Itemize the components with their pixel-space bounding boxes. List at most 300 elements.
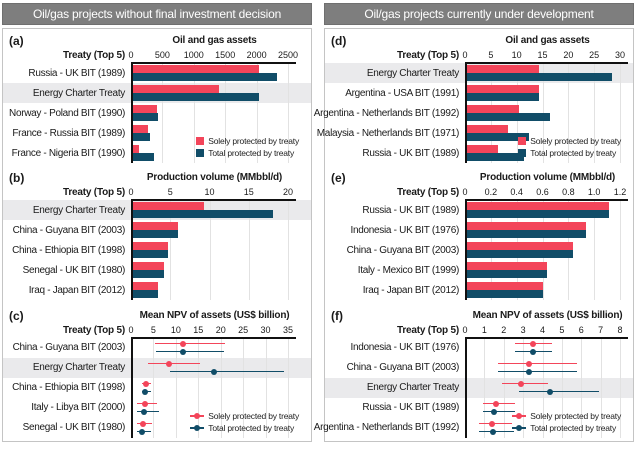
treaty-name-text: China - Ethiopia BIT (1998)	[12, 382, 125, 394]
treaty-name-text: China - Guyana BIT (2003)	[346, 362, 459, 374]
treaty-name-text: Energy Charter Treaty	[32, 362, 125, 374]
legend-swatch-total-icon	[518, 149, 526, 157]
range-total	[137, 411, 159, 413]
treaty-name-text: Russia - UK BIT (1989)	[362, 147, 459, 159]
point-total	[211, 369, 217, 375]
bar-total	[467, 230, 586, 238]
column-panels-right	[313, 28, 634, 442]
bar-solely	[467, 242, 573, 250]
bar-solely	[133, 105, 157, 113]
bar-zone	[131, 220, 311, 240]
treaty-name	[313, 418, 465, 438]
treaty-top5-label: Treaty (Top 5)	[396, 187, 459, 199]
bar-total	[133, 270, 164, 278]
bar-zone	[131, 200, 311, 220]
treaty-name	[3, 338, 131, 358]
point-solely	[530, 341, 536, 347]
point-solely	[489, 421, 495, 427]
axis-header-row	[325, 324, 633, 337]
treaty-name	[3, 123, 131, 143]
column-panels-left	[2, 28, 312, 442]
legend-label-total: Total protected by treaty	[530, 148, 616, 158]
treaty-name	[3, 63, 131, 83]
range-solely	[479, 423, 512, 425]
treaty-name-text: Russia - UK BIT (1989)	[362, 402, 459, 414]
bar-total	[133, 113, 158, 121]
range-total	[170, 371, 284, 373]
treaty-name	[316, 123, 465, 143]
panel-head	[3, 171, 311, 186]
point-total	[491, 409, 497, 415]
treaty-name-text: Energy Charter Treaty	[366, 382, 459, 394]
point-solely	[180, 341, 186, 347]
bar-solely	[133, 85, 219, 93]
bar-total	[133, 153, 154, 161]
bar-zone	[465, 63, 633, 83]
bar-solely	[467, 202, 609, 210]
bar-total	[133, 93, 259, 101]
treaty-row	[325, 358, 633, 378]
treaty-name-text: Russia - UK BIT (1989)	[28, 67, 125, 79]
bar-total	[467, 93, 539, 101]
range-total	[519, 391, 598, 393]
tick-label: 4	[539, 324, 546, 335]
bar-total	[133, 133, 150, 141]
treaty-name-text: Energy Charter Treaty	[32, 87, 125, 99]
treaty-name-text: Indonesia - UK BIT (1976)	[350, 342, 459, 354]
tick-label: 10	[170, 324, 181, 335]
axis-header-row	[325, 49, 633, 62]
panel-title: Mean NPV of assets (US$ billion)	[472, 309, 623, 321]
treaty-top5-label: Treaty (Top 5)	[62, 324, 125, 336]
axis-header-row	[3, 49, 311, 62]
tick-label: 500	[154, 50, 170, 60]
treaty-name-text: Energy Charter Treaty	[32, 204, 125, 216]
treaty-row	[3, 378, 311, 398]
bar-total	[467, 113, 550, 121]
plot-area	[325, 200, 633, 300]
treaty-name	[325, 260, 465, 280]
legend-swatch-total-icon	[196, 149, 204, 157]
treaty-name	[3, 200, 131, 220]
tick-label: 25	[238, 324, 249, 335]
treaty-name	[3, 358, 131, 378]
highlight-row	[325, 63, 633, 83]
bar-total	[133, 73, 277, 81]
tick-label: 10	[204, 187, 215, 198]
treaty-top5-label: Treaty (Top 5)	[396, 50, 459, 61]
treaty-name-text: Malaysia - Netherlands BIT (1971)	[316, 127, 459, 139]
bar-zone	[131, 280, 311, 300]
treaty-name	[325, 280, 465, 300]
tick-label: 1.2	[613, 187, 627, 198]
treaty-name-text: France - Russia BIT (1989)	[12, 127, 125, 139]
treaty-name-text: China - Guyana BIT (2003)	[12, 342, 125, 354]
treaty-name-text: China - Guyana BIT (2003)	[12, 224, 125, 236]
bar-total	[467, 73, 612, 81]
legend-swatch-solely-icon	[518, 137, 526, 145]
bar-zone	[465, 220, 633, 240]
tick-labels	[128, 324, 294, 336]
legend-label-total: Total protected by treaty	[530, 422, 616, 433]
column-header-right: Oil/gas projects currently under development	[324, 3, 634, 25]
point-solely	[143, 381, 149, 387]
legend-item-total	[196, 148, 299, 158]
treaty-row	[325, 220, 633, 240]
treaty-name	[325, 63, 465, 83]
bar-zone	[465, 103, 633, 123]
treaty-row	[325, 280, 633, 300]
treaty-name	[325, 378, 465, 398]
bar-solely	[467, 145, 498, 153]
tick-label: 5	[559, 324, 565, 335]
tick-label: 10	[511, 50, 522, 60]
treaty-name	[325, 338, 465, 358]
bar-zone	[465, 358, 633, 378]
panel-title: Production volume (MMbbl/d)	[146, 172, 283, 184]
treaty-row	[3, 220, 311, 240]
bar-solely	[133, 262, 164, 270]
panel-label: (f)	[331, 308, 343, 323]
point-solely	[518, 381, 524, 387]
plot-area	[3, 338, 311, 438]
highlight-row	[325, 378, 633, 398]
treaty-name-text: Senegal - UK BIT (1980)	[22, 422, 125, 434]
panel-label: (b)	[9, 171, 25, 186]
point-total	[490, 429, 496, 435]
bar-zone	[131, 358, 311, 378]
range-total	[479, 431, 514, 433]
legend-label-solely: Solely protected by treaty	[530, 410, 621, 421]
treaty-row	[325, 83, 633, 103]
panel-label: (a)	[9, 34, 24, 48]
point-total	[526, 369, 532, 375]
tick-label: 0	[128, 187, 134, 198]
tick-label: 1500	[215, 50, 236, 60]
tick-label: 2000	[246, 50, 267, 60]
treaty-name	[313, 103, 465, 123]
highlight-row	[3, 358, 311, 378]
treaty-name	[3, 418, 131, 438]
bar-solely	[133, 125, 148, 133]
treaty-top5-label: Treaty (Top 5)	[396, 324, 459, 336]
tick-labels	[128, 187, 294, 198]
tick-labels	[462, 187, 627, 198]
legend-label-solely: Solely protected by treaty	[208, 136, 299, 146]
tick-label: 20	[215, 324, 226, 335]
bar-total	[467, 250, 573, 258]
legend-dot-total-icon	[516, 425, 522, 431]
bar-zone	[131, 103, 311, 123]
treaty-top5-label: Treaty (Top 5)	[62, 50, 125, 61]
treaty-name-text: Iraq - Japan BIT (2012)	[28, 284, 125, 296]
column-right	[313, 3, 634, 442]
panel-title: Oil and gas assets	[172, 35, 257, 46]
tick-label: 0	[128, 50, 134, 60]
legend-label-total: Total protected by treaty	[208, 422, 294, 433]
axis-header-row	[3, 324, 311, 337]
bar-total	[133, 250, 168, 258]
treaty-name	[3, 83, 131, 103]
bar-solely	[467, 65, 539, 73]
treaty-name-text: France - Nigeria BIT (1990)	[11, 147, 125, 159]
bar-zone	[465, 280, 633, 300]
tick-label: 30	[260, 324, 271, 335]
treaty-name	[325, 358, 465, 378]
range-total	[483, 411, 516, 413]
bar-solely	[133, 202, 204, 210]
point-total	[180, 349, 186, 355]
legend-item-total	[190, 423, 299, 433]
treaty-row	[3, 103, 311, 123]
treaty-name	[3, 220, 131, 240]
tick-label: 0.6	[536, 187, 549, 198]
treaty-name	[325, 398, 465, 418]
treaty-row	[325, 200, 633, 220]
point-solely	[493, 401, 499, 407]
bar-solely	[133, 65, 259, 73]
tick-labels	[128, 50, 299, 61]
point-total	[530, 349, 536, 355]
bar-zone	[465, 240, 633, 260]
legend-item-solely	[512, 411, 621, 421]
bar-zone	[131, 338, 311, 358]
tick-label: 1000	[183, 50, 204, 60]
tick-label: 20	[282, 187, 294, 198]
treaty-name-text: China - Guyana BIT (2003)	[346, 244, 459, 256]
point-total	[139, 429, 145, 435]
bar-zone	[465, 338, 633, 358]
highlight-row	[3, 200, 311, 220]
treaty-name	[325, 200, 465, 220]
panel-c	[3, 304, 311, 441]
treaty-row	[325, 260, 633, 280]
bar-zone	[465, 200, 633, 220]
plot-area	[313, 338, 633, 438]
legend	[518, 136, 621, 158]
legend-pointrange-solely-icon	[512, 415, 526, 417]
axis-header-row	[3, 186, 311, 199]
tick-labels	[462, 50, 626, 61]
point-solely	[142, 401, 148, 407]
tick-label: 0	[462, 324, 468, 335]
axis-header-row	[325, 186, 633, 199]
treaty-name	[3, 398, 131, 418]
treaty-row	[3, 260, 311, 280]
treaty-name-text: Italy - Mexico BIT (1999)	[357, 264, 459, 276]
tick-label: 1.0	[587, 187, 601, 198]
tick-label: 30	[614, 50, 626, 60]
panel-title: Oil and gas assets	[505, 35, 590, 46]
panel-f	[313, 304, 633, 441]
bar-total	[133, 290, 158, 298]
bar-total	[467, 270, 547, 278]
legend	[190, 411, 299, 433]
panel-a	[3, 29, 311, 166]
treaty-name	[325, 240, 465, 260]
tick-label: 0.2	[484, 187, 498, 198]
bar-solely	[133, 145, 139, 153]
bar-solely	[467, 282, 543, 290]
panel-head	[325, 171, 633, 186]
panel-label: (e)	[331, 171, 346, 186]
treaty-name-text: Italy - Libya BIT (2000)	[31, 402, 125, 414]
panel-e	[325, 166, 633, 303]
point-total	[141, 409, 147, 415]
bar-solely	[467, 105, 519, 113]
treaty-row	[3, 63, 311, 83]
treaty-name	[3, 103, 131, 123]
treaty-row	[3, 280, 311, 300]
treaty-name	[325, 83, 465, 103]
range-solely	[498, 363, 577, 365]
plot-area	[3, 63, 311, 163]
treaty-name-text: Argentina - Netherlands BIT (1992)	[313, 422, 459, 434]
point-total	[142, 389, 148, 395]
panel-title: Mean NPV of assets (US$ billion)	[139, 309, 290, 321]
plot-area	[3, 200, 311, 300]
legend-item-solely	[196, 136, 299, 146]
range-total	[498, 371, 577, 373]
tick-label: 0	[128, 324, 134, 335]
treaty-row	[313, 103, 633, 123]
treaty-name	[325, 220, 465, 240]
panel-head	[325, 309, 633, 324]
bar-zone	[465, 260, 633, 280]
tick-label: 0.4	[510, 187, 523, 198]
tick-label: 7	[598, 324, 604, 335]
panel-head	[325, 34, 633, 49]
tick-label: 20	[563, 50, 574, 60]
bar-total	[467, 290, 543, 298]
treaty-name-text: Energy Charter Treaty	[366, 67, 459, 79]
bar-solely	[133, 282, 158, 290]
plot-area	[313, 63, 633, 163]
treaty-name	[325, 143, 465, 163]
treaty-name	[3, 240, 131, 260]
tick-label: 1	[481, 324, 487, 335]
column-header-left: Oil/gas projects without final investment decision	[2, 3, 312, 25]
tick-label: 2	[501, 324, 507, 335]
legend-item-total	[518, 148, 621, 158]
treaty-top5-label: Treaty (Top 5)	[62, 187, 125, 199]
treaty-row	[325, 240, 633, 260]
tick-label: 35	[282, 324, 294, 335]
treaty-name	[3, 378, 131, 398]
bar-solely	[133, 242, 168, 250]
legend-pointrange-total-icon	[190, 427, 204, 429]
legend-dot-solely-icon	[194, 413, 200, 419]
bar-zone	[131, 63, 311, 83]
treaty-name	[3, 260, 131, 280]
bar-zone	[131, 378, 311, 398]
legend-pointrange-total-icon	[512, 427, 526, 429]
bar-total	[133, 230, 178, 238]
bar-zone	[465, 378, 633, 398]
highlight-row	[3, 83, 311, 103]
panel-d	[313, 29, 633, 166]
tick-label: 15	[537, 50, 548, 60]
panel-label: (d)	[331, 34, 347, 48]
bar-solely	[133, 222, 178, 230]
bar-total	[133, 210, 273, 218]
legend	[512, 411, 621, 433]
treaty-name-text: Argentina - Netherlands BIT (1992)	[313, 107, 459, 119]
treaty-name-text: Norway - Poland BIT (1990)	[9, 107, 125, 119]
tick-label: 25	[589, 50, 600, 60]
point-solely	[526, 361, 532, 367]
panel-label: (c)	[9, 308, 24, 323]
tick-label: 3	[520, 324, 526, 335]
tick-label: 2500	[277, 50, 299, 60]
legend-label-solely: Solely protected by treaty	[208, 410, 299, 421]
tick-label: 0	[462, 50, 468, 60]
bar-zone	[465, 83, 633, 103]
tick-label: 0.8	[562, 187, 575, 198]
point-total	[547, 389, 553, 395]
tick-labels	[462, 324, 623, 336]
legend	[196, 136, 299, 158]
tick-label: 0	[462, 187, 468, 198]
legend-swatch-solely-icon	[196, 137, 204, 145]
bar-zone	[131, 240, 311, 260]
bar-solely	[467, 125, 508, 133]
legend-pointrange-solely-icon	[190, 415, 204, 417]
range-solely	[155, 343, 224, 345]
bar-solely	[467, 222, 586, 230]
tick-label: 15	[243, 187, 254, 198]
point-solely	[140, 421, 146, 427]
legend-item-solely	[518, 136, 621, 146]
legend-item-total	[512, 423, 621, 433]
range-solely	[502, 383, 549, 385]
panel-head	[3, 309, 311, 324]
tick-label: 5	[150, 324, 156, 335]
treaty-name-text: Indonesia - UK BIT (1976)	[350, 224, 459, 236]
treaty-name-text: Russia - UK BIT (1989)	[362, 204, 459, 216]
range-total	[156, 351, 224, 353]
bar-solely	[467, 85, 539, 93]
bar-zone	[131, 83, 311, 103]
legend-item-solely	[190, 411, 299, 421]
tick-label: 8	[617, 324, 623, 335]
tick-label: 5	[167, 187, 173, 198]
tick-label: 6	[578, 324, 584, 335]
treaty-row	[325, 338, 633, 358]
column-left	[2, 3, 312, 442]
bar-solely	[467, 262, 547, 270]
treaty-name-text: Senegal - UK BIT (1980)	[22, 264, 125, 276]
treaty-name	[3, 280, 131, 300]
treaty-name-text: Iraq - Japan BIT (2012)	[362, 284, 459, 296]
treaty-name-text: Argentina - USA BIT (1991)	[345, 87, 459, 99]
range-solely	[148, 363, 200, 365]
legend-label-total: Total protected by treaty	[208, 148, 294, 158]
legend-dot-total-icon	[194, 425, 200, 431]
point-solely	[166, 361, 172, 367]
panel-title: Production volume (MMbbl/d)	[479, 172, 616, 184]
treaty-name-text: China - Ethiopia BIT (1998)	[12, 244, 125, 256]
tick-label: 5	[488, 50, 494, 60]
legend-label-solely: Solely protected by treaty	[530, 136, 621, 146]
treaty-row	[3, 240, 311, 260]
panel-b	[3, 166, 311, 303]
legend-dot-solely-icon	[516, 413, 522, 419]
bar-total	[467, 153, 524, 161]
panel-head	[3, 34, 311, 49]
bar-zone	[131, 260, 311, 280]
treaty-row	[3, 338, 311, 358]
